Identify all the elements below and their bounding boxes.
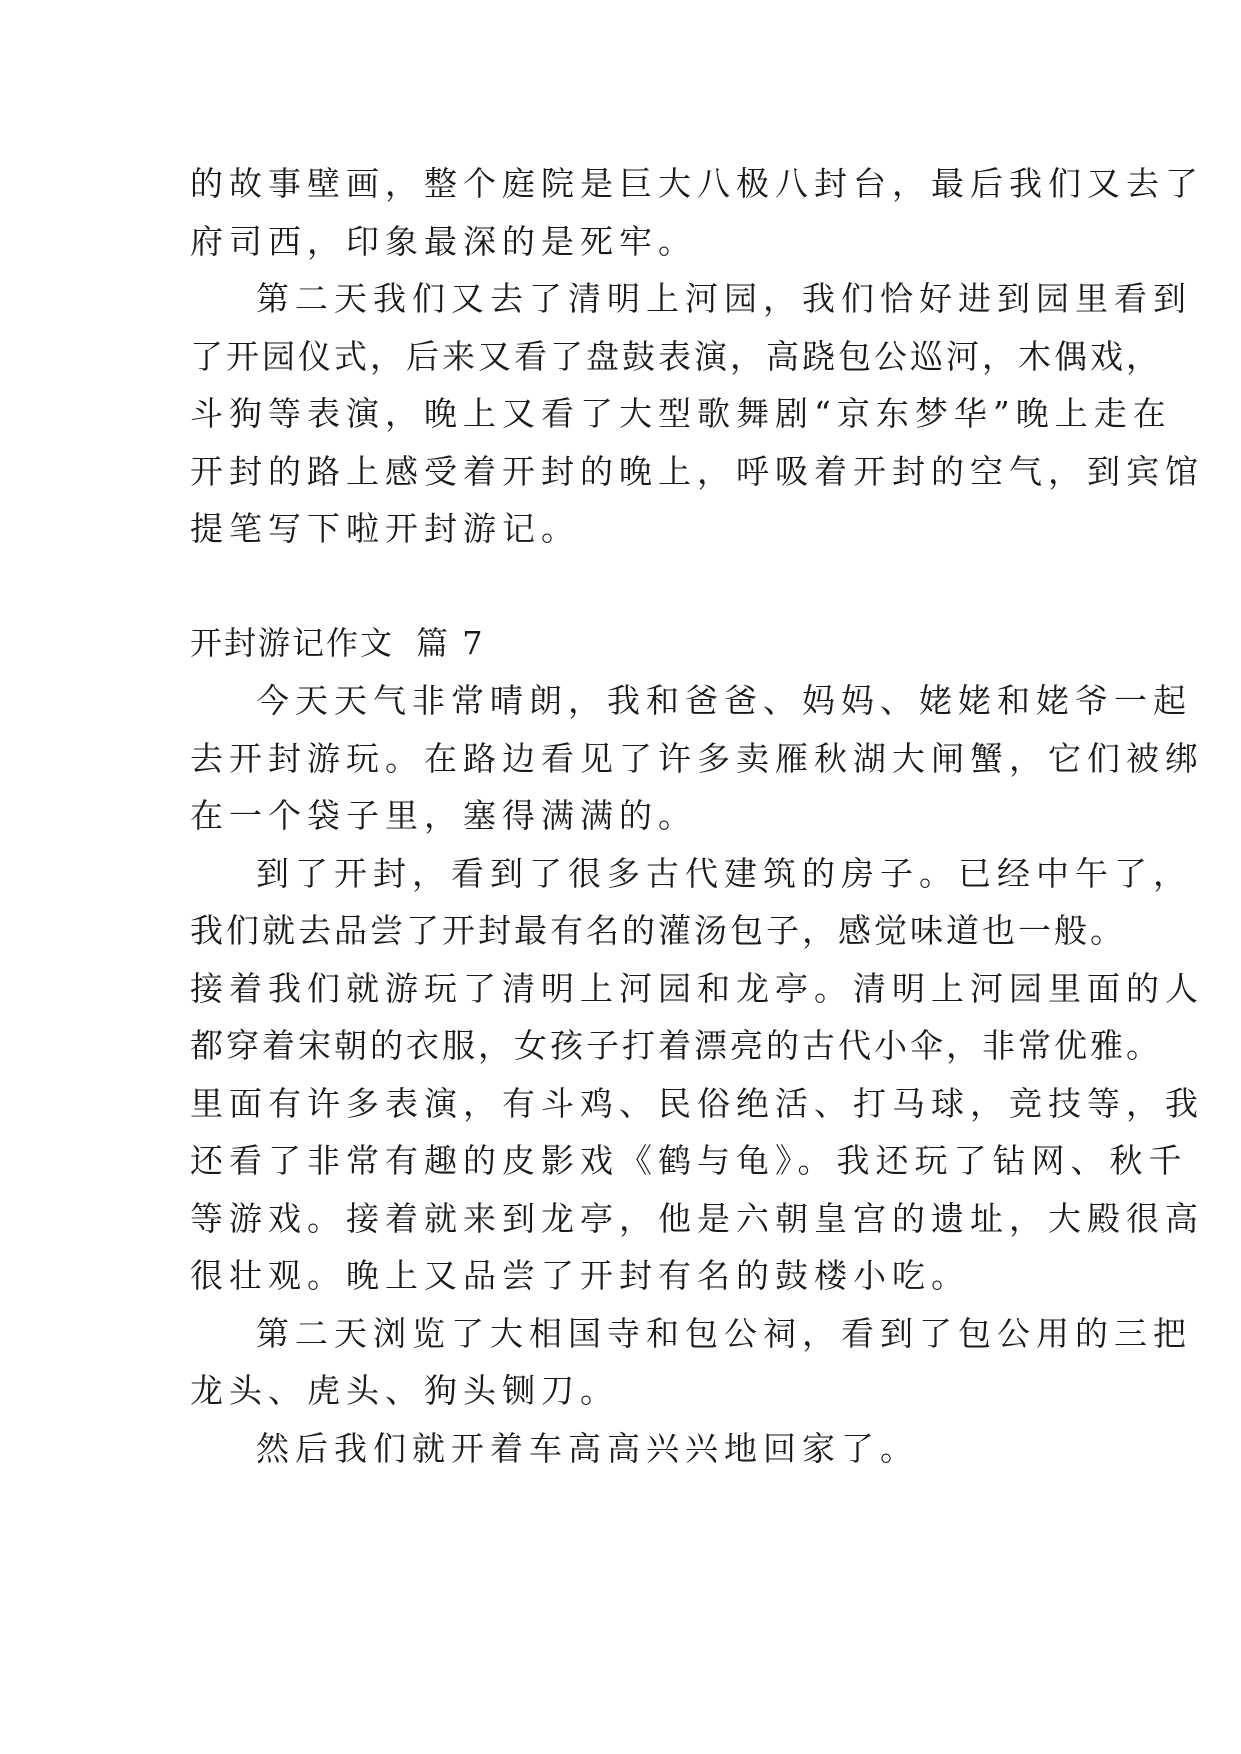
- document-body: [190, 155, 1204, 1477]
- text-line: 第二天我们又去了清明上河园，我们恰好进到园里看到: [256, 279, 1192, 318]
- text-line: 开封的路上感受着开封的晚上，呼吸着开封的空气，到宾馆: [190, 451, 1204, 491]
- paragraph: [190, 672, 1204, 845]
- text-line: 今天天气非常晴朗，我和爸爸、妈妈、姥姥和姥爷一起: [256, 681, 1192, 720]
- text-line: 我们就去品尝了开封最有名的灌汤包子，感觉味道也一般。: [190, 911, 1126, 950]
- paragraph: [190, 1305, 1192, 1420]
- text-line: 府司西，印象最深的是死牢。: [190, 221, 697, 261]
- text-line: 到了开封，看到了很多古代建筑的房子。已经中午了，: [256, 853, 1192, 893]
- text-line: 里面有许多表演，有斗鸡、民俗绝活、打马球，竞技等，我: [190, 1083, 1204, 1123]
- paragraph: [190, 845, 1204, 1305]
- text-line: 了开园仪式，后来又看了盘鼓表演，高跷包公巡河，木偶戏，: [190, 336, 1162, 376]
- text-line: 很壮观。晚上又品尝了开封有名的鼓楼小吃。: [190, 1256, 970, 1295]
- section-spacer: [190, 558, 1050, 615]
- paragraph: [190, 1420, 1050, 1478]
- paragraph-continuation: [190, 155, 1204, 270]
- text-line: 的故事壁画，整个庭院是巨大八极八封台，最后我们又去了: [190, 164, 1204, 203]
- text-line: 然后我们就开着车高高兴兴地回家了。: [256, 1428, 919, 1468]
- text-line: 提笔写下啦开封游记。: [190, 509, 580, 548]
- heading-title: 开封游记作文: [190, 623, 395, 662]
- text-line: 第二天浏览了大相国寺和包公祠，看到了包公用的三把: [256, 1313, 1192, 1353]
- text-line: 等游戏。接着就来到龙亭，他是六朝皇宫的遗址，大殿很高: [190, 1198, 1204, 1238]
- text-line: 都穿着宋朝的衣服，女孩子打着漂亮的古代小伞，非常优雅。: [190, 1026, 1162, 1065]
- text-line: 接着我们就游玩了清明上河园和龙亭。清明上河园里面的人: [190, 968, 1204, 1008]
- text-line: 斗狗等表演，晚上又看了大型歌舞剧“京东梦华”晚上走在: [190, 394, 1172, 433]
- text-line: 还看了非常有趣的皮影戏《鹤与龟》。我还玩了钻网、秋千: [190, 1141, 1188, 1180]
- heading-chapter: 篇 7: [416, 623, 485, 662]
- paragraph: [190, 270, 1204, 558]
- text-line: 在一个袋子里，塞得满满的。: [190, 796, 697, 835]
- text-line: 龙头、虎头、狗头铡刀。: [190, 1371, 619, 1410]
- section-heading: [190, 615, 1050, 673]
- text-line: 去开封游玩。在路边看见了许多卖雁秋湖大闸蟹，它们被绑: [190, 738, 1204, 778]
